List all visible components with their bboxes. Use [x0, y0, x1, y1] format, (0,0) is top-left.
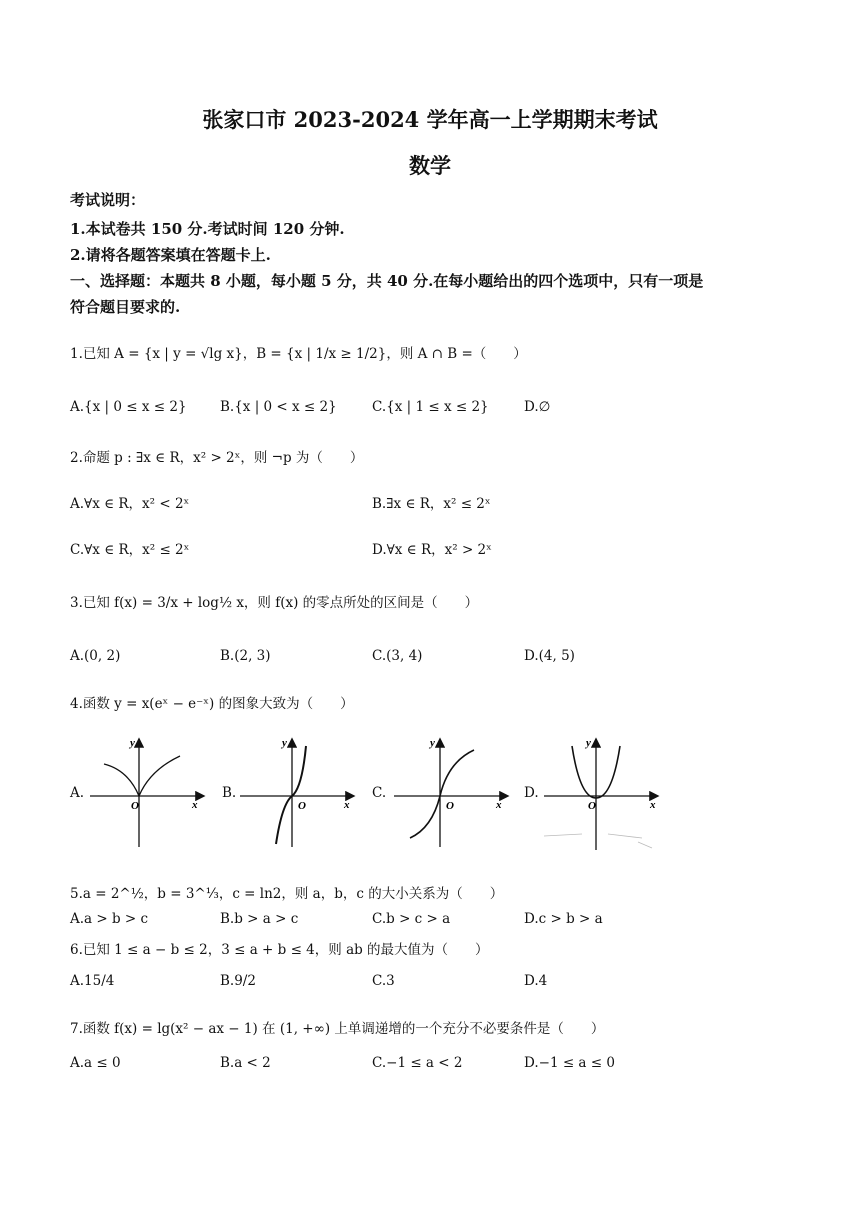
- q4-option-d: D.: [524, 785, 539, 801]
- y-label: y: [430, 737, 435, 749]
- exam-title: 张家口市 2023-2024 学年高一上学期期末考试: [202, 107, 658, 132]
- q2-option-b: B.∃x ∈ R，x² ≤ 2ˣ: [372, 496, 491, 512]
- q4-graph-a: [88, 732, 216, 850]
- q1-option-c: C.{x | 1 ≤ x ≤ 2}: [372, 399, 489, 415]
- x-label: x: [192, 799, 198, 811]
- section-heading: 一、选择题：本题共 8 小题，每小题 5 分，共 40 分.在每小题给出的四个选项中，只有一项是: [70, 272, 704, 290]
- question-3-stem: 3.已知 f(x) = 3/x + log½ x，则 f(x) 的零点所处的区间是（ ）: [70, 595, 479, 611]
- q6-option-a: A.15/4: [70, 973, 115, 989]
- q6-option-c: C.3: [372, 973, 395, 989]
- q5-option-c: C.b > c > a: [372, 911, 451, 927]
- origin-label: O: [298, 800, 306, 812]
- section-heading-cont: 符合题目要求的.: [70, 298, 181, 316]
- subject-title: 数学: [409, 153, 451, 178]
- x-label: x: [650, 799, 656, 811]
- q2-option-c: C.∀x ∈ R，x² ≤ 2ˣ: [70, 542, 190, 558]
- q6-option-b: B.9/2: [220, 973, 256, 989]
- question-6-stem: 6.已知 1 ≤ a − b ≤ 2，3 ≤ a + b ≤ 4，则 ab 的最大值为（ ）: [70, 942, 489, 958]
- origin-label: O: [588, 800, 596, 812]
- question-7-stem: 7.函数 f(x) = lg(x² − ax − 1) 在 (1, +∞) 上单调递增的一个充分不必要条件是（ ）: [70, 1021, 605, 1037]
- q2-option-d: D.∀x ∈ R，x² > 2ˣ: [372, 542, 492, 558]
- q5-option-a: A.a > b > c: [70, 911, 149, 927]
- question-4-stem: 4.函数 y = x(eˣ − e⁻ˣ) 的图象大致为（ ）: [70, 696, 354, 712]
- q6-option-d: D.4: [524, 973, 548, 989]
- y-label: y: [586, 737, 591, 749]
- origin-label: O: [446, 800, 454, 812]
- question-5-stem: 5.a = 2^½，b = 3^⅓，c = ln2，则 a，b，c 的大小关系为（ ）: [70, 886, 504, 902]
- curve: [276, 746, 306, 844]
- q1-option-a: A.{x | 0 ≤ x ≤ 2}: [70, 399, 187, 415]
- x-label: x: [344, 799, 350, 811]
- q1-option-d: D.∅: [524, 399, 551, 415]
- q7-option-d: D.−1 ≤ a ≤ 0: [524, 1055, 615, 1071]
- q4-graph-d: [542, 732, 670, 856]
- q5-option-b: B.b > a > c: [220, 911, 299, 927]
- q4-graph-b: [238, 732, 366, 850]
- q5-option-d: D.c > b > a: [524, 911, 603, 927]
- instruction-item: 2.请将各题答案填在答题卡上.: [70, 246, 271, 264]
- q7-option-c: C.−1 ≤ a < 2: [372, 1055, 463, 1071]
- y-label: y: [130, 737, 135, 749]
- x-label: x: [496, 799, 502, 811]
- question-2-stem: 2.命题 p : ∃x ∈ R，x² > 2ˣ，则 ¬p 为（ ）: [70, 450, 364, 466]
- q3-option-c: C.(3, 4): [372, 648, 423, 664]
- q2-option-a: A.∀x ∈ R，x² < 2ˣ: [70, 496, 190, 512]
- y-label: y: [282, 737, 287, 749]
- q3-option-b: B.(2, 3): [220, 648, 271, 664]
- q4-option-c: C.: [372, 785, 387, 801]
- q1-option-b: B.{x | 0 < x ≤ 2}: [220, 399, 337, 415]
- q4-option-a: A.: [70, 785, 85, 801]
- curve: [410, 750, 474, 838]
- curve: [104, 756, 180, 796]
- instructions-heading: 考试说明：: [70, 191, 146, 209]
- origin-label: O: [131, 800, 139, 812]
- scan-smudge: [544, 834, 652, 848]
- question-1-stem: 1.已知 A = {x | y = √lg x}，B = {x | 1/x ≥ 1/2}，则 A ∩ B =（ ）: [70, 346, 527, 362]
- q4-option-b: B.: [222, 785, 237, 801]
- q7-option-a: A.a ≤ 0: [70, 1055, 121, 1071]
- q4-graph-c: [392, 732, 520, 850]
- q3-option-a: A.(0, 2): [70, 648, 121, 664]
- q7-option-b: B.a < 2: [220, 1055, 271, 1071]
- instruction-item: 1.本试卷共 150 分.考试时间 120 分钟.: [70, 220, 345, 238]
- q3-option-d: D.(4, 5): [524, 648, 575, 664]
